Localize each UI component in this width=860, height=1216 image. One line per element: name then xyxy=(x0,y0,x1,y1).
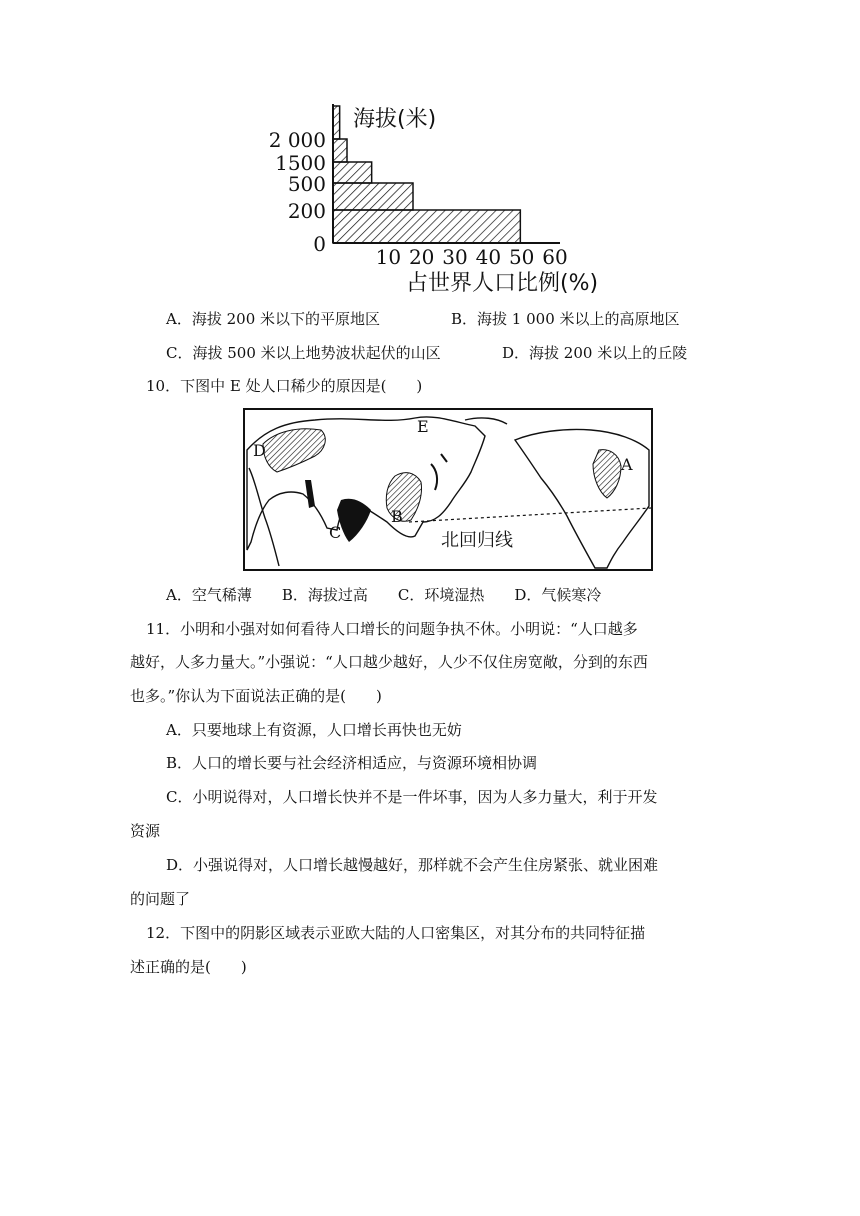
nile-dense-area xyxy=(305,480,315,508)
q11-option-c-line1: C．小明说得对，人口增长快并不是一件坏事，因为人多力量大，利于开发 xyxy=(166,788,658,806)
y-axis-title: 海拔(米) xyxy=(353,107,437,132)
x-tick-label: 50 xyxy=(508,245,535,269)
tropic-label: 北回归线 xyxy=(441,530,513,551)
q12-stem-line2: 述正确的是( ) xyxy=(130,958,247,976)
chart-svg xyxy=(260,98,640,303)
bar-500-1500 xyxy=(333,162,372,183)
bar-200-500 xyxy=(333,183,413,210)
y-tick-label: 0 xyxy=(313,232,326,256)
y-tick-label: 500 xyxy=(287,172,326,196)
bar-1500-2000 xyxy=(333,139,347,162)
y-tick-label: 2 000 xyxy=(268,128,326,152)
africa-coast xyxy=(249,468,279,566)
map-label-b: B xyxy=(391,507,403,526)
q10-stem: 10．下图中 E 处人口稀少的原因是( ) xyxy=(146,377,423,395)
altitude-population-chart xyxy=(260,98,640,303)
q9-option-d: D．海拔 200 米以上的丘陵 xyxy=(502,344,688,362)
map-svg xyxy=(245,410,651,569)
south-asia-dense-area xyxy=(337,499,371,542)
y-tick-label: 200 xyxy=(287,199,326,223)
q11-option-c-line2: 资源 xyxy=(130,822,161,840)
q11-stem-line1: 11．小明和小强对如何看待人口增长的问题争执不休。小明说：“人口越多 xyxy=(146,620,638,638)
q11-option-d-line1: D．小强说得对，人口增长越慢越好，那样就不会产生住房紧张、就业困难 xyxy=(166,856,659,874)
alaska-coast xyxy=(465,418,507,424)
x-tick-label: 30 xyxy=(442,245,468,269)
europe-dense-area xyxy=(263,429,325,472)
map-label-c: C xyxy=(329,523,342,542)
bar-0-200 xyxy=(333,210,520,243)
q9-option-b: B．海拔 1 000 米以上的高原地区 xyxy=(451,310,680,328)
y-tick-label: 1500 xyxy=(275,151,326,175)
q11-stem-line2: 越好，人多力量大。”小强说：“人口越少越好，人少不仅住房宽敞，分到的东西 xyxy=(130,653,648,671)
x-tick-label: 40 xyxy=(475,245,502,269)
japan-islands xyxy=(431,454,447,490)
x-tick-label: 20 xyxy=(408,245,435,269)
x-axis-title: 占世界人口比例(%) xyxy=(406,271,599,296)
north-america-dense-area xyxy=(593,450,621,498)
q11-stem-line3: 也多。”你认为下面说法正确的是( ) xyxy=(130,687,382,705)
map-label-a: A xyxy=(621,455,633,474)
q11-option-d-line2: 的问题了 xyxy=(130,890,191,908)
world-population-map xyxy=(243,408,653,571)
q9-option-c: C．海拔 500 米以上地势波状起伏的山区 xyxy=(166,344,441,362)
q11-option-b: B．人口的增长要与社会经济相适应，与资源环境相协调 xyxy=(166,754,538,772)
north-america-outline xyxy=(515,429,649,568)
map-label-e: E xyxy=(417,417,429,436)
map-label-d: D xyxy=(253,441,266,460)
q9-option-a: A．海拔 200 米以下的平原地区 xyxy=(166,310,381,328)
x-tick-label: 10 xyxy=(375,245,402,269)
q12-stem-line1: 12．下图中的阴影区域表示亚欧大陆的人口密集区，对其分布的共同特征描 xyxy=(146,924,646,942)
q10-options: A．空气稀薄 B．海拔过高 C．环境湿热 D．气候寒冷 xyxy=(166,586,602,604)
q11-option-a: A．只要地球上有资源，人口增长再快也无妨 xyxy=(166,721,462,739)
x-tick-label: 60 xyxy=(542,245,568,269)
